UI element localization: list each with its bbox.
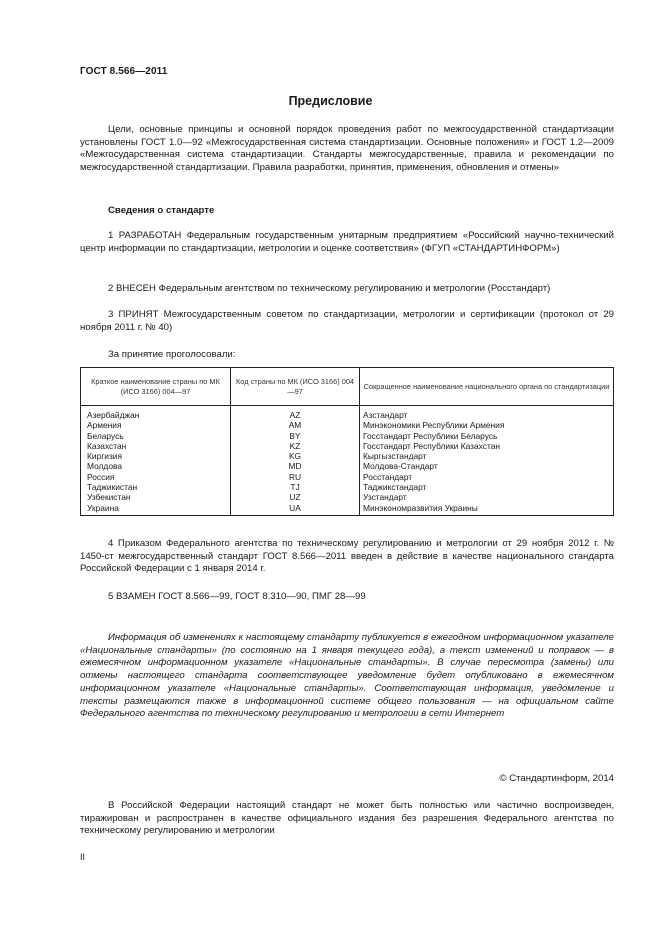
body-cell: Молдова-Стандарт <box>360 461 614 471</box>
code-cell: MD <box>231 461 360 471</box>
table-row <box>81 482 614 492</box>
code-cell: UZ <box>231 492 360 502</box>
body-cell: Азстандарт <box>360 406 614 421</box>
copyright-line: © Стандартинформ, 2014 <box>499 773 614 784</box>
table-header-row <box>81 368 614 406</box>
country-cell: Украина <box>81 503 231 516</box>
body-cell: Минэкономики Республики Армения <box>360 420 614 430</box>
reproduction-paragraph: В Российской Федерации настоящий стандарт не может быть полностью или частично воспроизведен, тиражирован и распространен в качестве официального издания без разрешения Федерального агентства по техническому регулированию и метрологии <box>80 800 614 837</box>
item-order: 4 Приказом Федерального агентства по техническому регулированию и метрологии от 29 ноября 2012 г. № 1450-ст межгосударственный стандарт ГОСТ 8.566—2011 введен в действие в качестве национального стандарта Российской Федерации с 1 января 2014 г. <box>80 538 614 575</box>
notice-paragraph: Информация об изменениях к настоящему стандарту публикуется в ежегодном информационном указателе «Национальные стандарты» (по состоянию на 1 января текущего года), а текст изменений и поправок — в ежемесячном информационном указателе «Национальные стандарты». В случае пересмотра (замены) или отмены настоящего стандарта соответствующее уведомление будет опубликовано в ежемесячном информационном указателе «Национальные стандарты». Соответствующая информация, уведомление и тексты размещаются также в информационной системе общего пользования — на официальном сайте Федерального агентства по техническому регулированию и метрологии в сети Интернет <box>80 632 614 720</box>
code-cell: AZ <box>231 406 360 421</box>
body-cell: Минэкономразвития Украины <box>360 503 614 516</box>
page-title: Предисловие <box>288 94 373 108</box>
body-cell: Росстандарт <box>360 472 614 482</box>
item-introduced: 2 ВНЕСЕН Федеральным агентством по техническому регулированию и метрологии (Росстандарт) <box>108 283 551 294</box>
votes-label: За принятие проголосовали: <box>108 349 236 360</box>
table-row <box>81 406 614 421</box>
country-cell: Россия <box>81 472 231 482</box>
code-cell: KG <box>231 451 360 461</box>
country-cell: Азербайджан <box>81 406 231 421</box>
column-header-body: Сокращенное наименование национального органа по стандартизации <box>360 368 614 406</box>
table-row <box>81 472 614 482</box>
code-cell: UA <box>231 503 360 516</box>
code-cell: RU <box>231 472 360 482</box>
country-cell: Таджикистан <box>81 482 231 492</box>
page-number: II <box>80 852 86 862</box>
info-heading: Сведения о стандарте <box>108 205 215 216</box>
table-row <box>81 461 614 471</box>
body-cell: Кыргызстандарт <box>360 451 614 461</box>
code-cell: KZ <box>231 441 360 451</box>
body-cell: Узстандарт <box>360 492 614 502</box>
votes-table <box>80 367 614 516</box>
table-row <box>81 492 614 502</box>
country-cell: Киргизия <box>81 451 231 461</box>
intro-paragraph: Цели, основные принципы и основной порядок проведения работ по межгосударственной стандартизации установлены ГОСТ 1.0—92 «Межгосударственная система стандартизации. Основные положения» и ГОСТ 1.2—2009 «Межгосударственная система стандартизации. Стандарты межгосударственные, правила и рекомендации по межгосударственной стандартизации. Правила разработки, принятия, применения, обновления и отмены» <box>80 124 614 174</box>
column-header-code: Код страны по МК (ИСО 3166) 004—97 <box>231 368 360 406</box>
table-row <box>81 441 614 451</box>
country-cell: Казахстан <box>81 441 231 451</box>
code-cell: BY <box>231 431 360 441</box>
standard-id-header: ГОСТ 8.566—2011 <box>80 66 168 77</box>
table-row <box>81 431 614 441</box>
country-cell: Узбекистан <box>81 492 231 502</box>
country-cell: Армения <box>81 420 231 430</box>
table-row <box>81 451 614 461</box>
body-cell: Госстандарт Республики Беларусь <box>360 431 614 441</box>
country-cell: Молдова <box>81 461 231 471</box>
table-row <box>81 420 614 430</box>
code-cell: TJ <box>231 482 360 492</box>
item-replaces: 5 ВЗАМЕН ГОСТ 8.566—99, ГОСТ 8.310—90, ПМГ 28—99 <box>108 591 366 602</box>
column-header-country: Краткое наименование страны по МК (ИСО 3166) 004—97 <box>81 368 231 406</box>
body-cell: Таджикстандарт <box>360 482 614 492</box>
body-cell: Госстандарт Республики Казахстан <box>360 441 614 451</box>
item-adopted: 3 ПРИНЯТ Межгосударственным советом по стандартизации, метрологии и сертификации (протокол от 29 ноября 2011 г. № 40) <box>80 309 614 333</box>
table-row <box>81 503 614 516</box>
country-cell: Беларусь <box>81 431 231 441</box>
item-developed: 1 РАЗРАБОТАН Федеральным государственным унитарным предприятием «Российский научно-технический центр информации по стандартизации, метрологии и оценке соответствия» (ФГУП «СТАНДАРТИНФОРМ») <box>80 230 614 254</box>
code-cell: AM <box>231 420 360 430</box>
